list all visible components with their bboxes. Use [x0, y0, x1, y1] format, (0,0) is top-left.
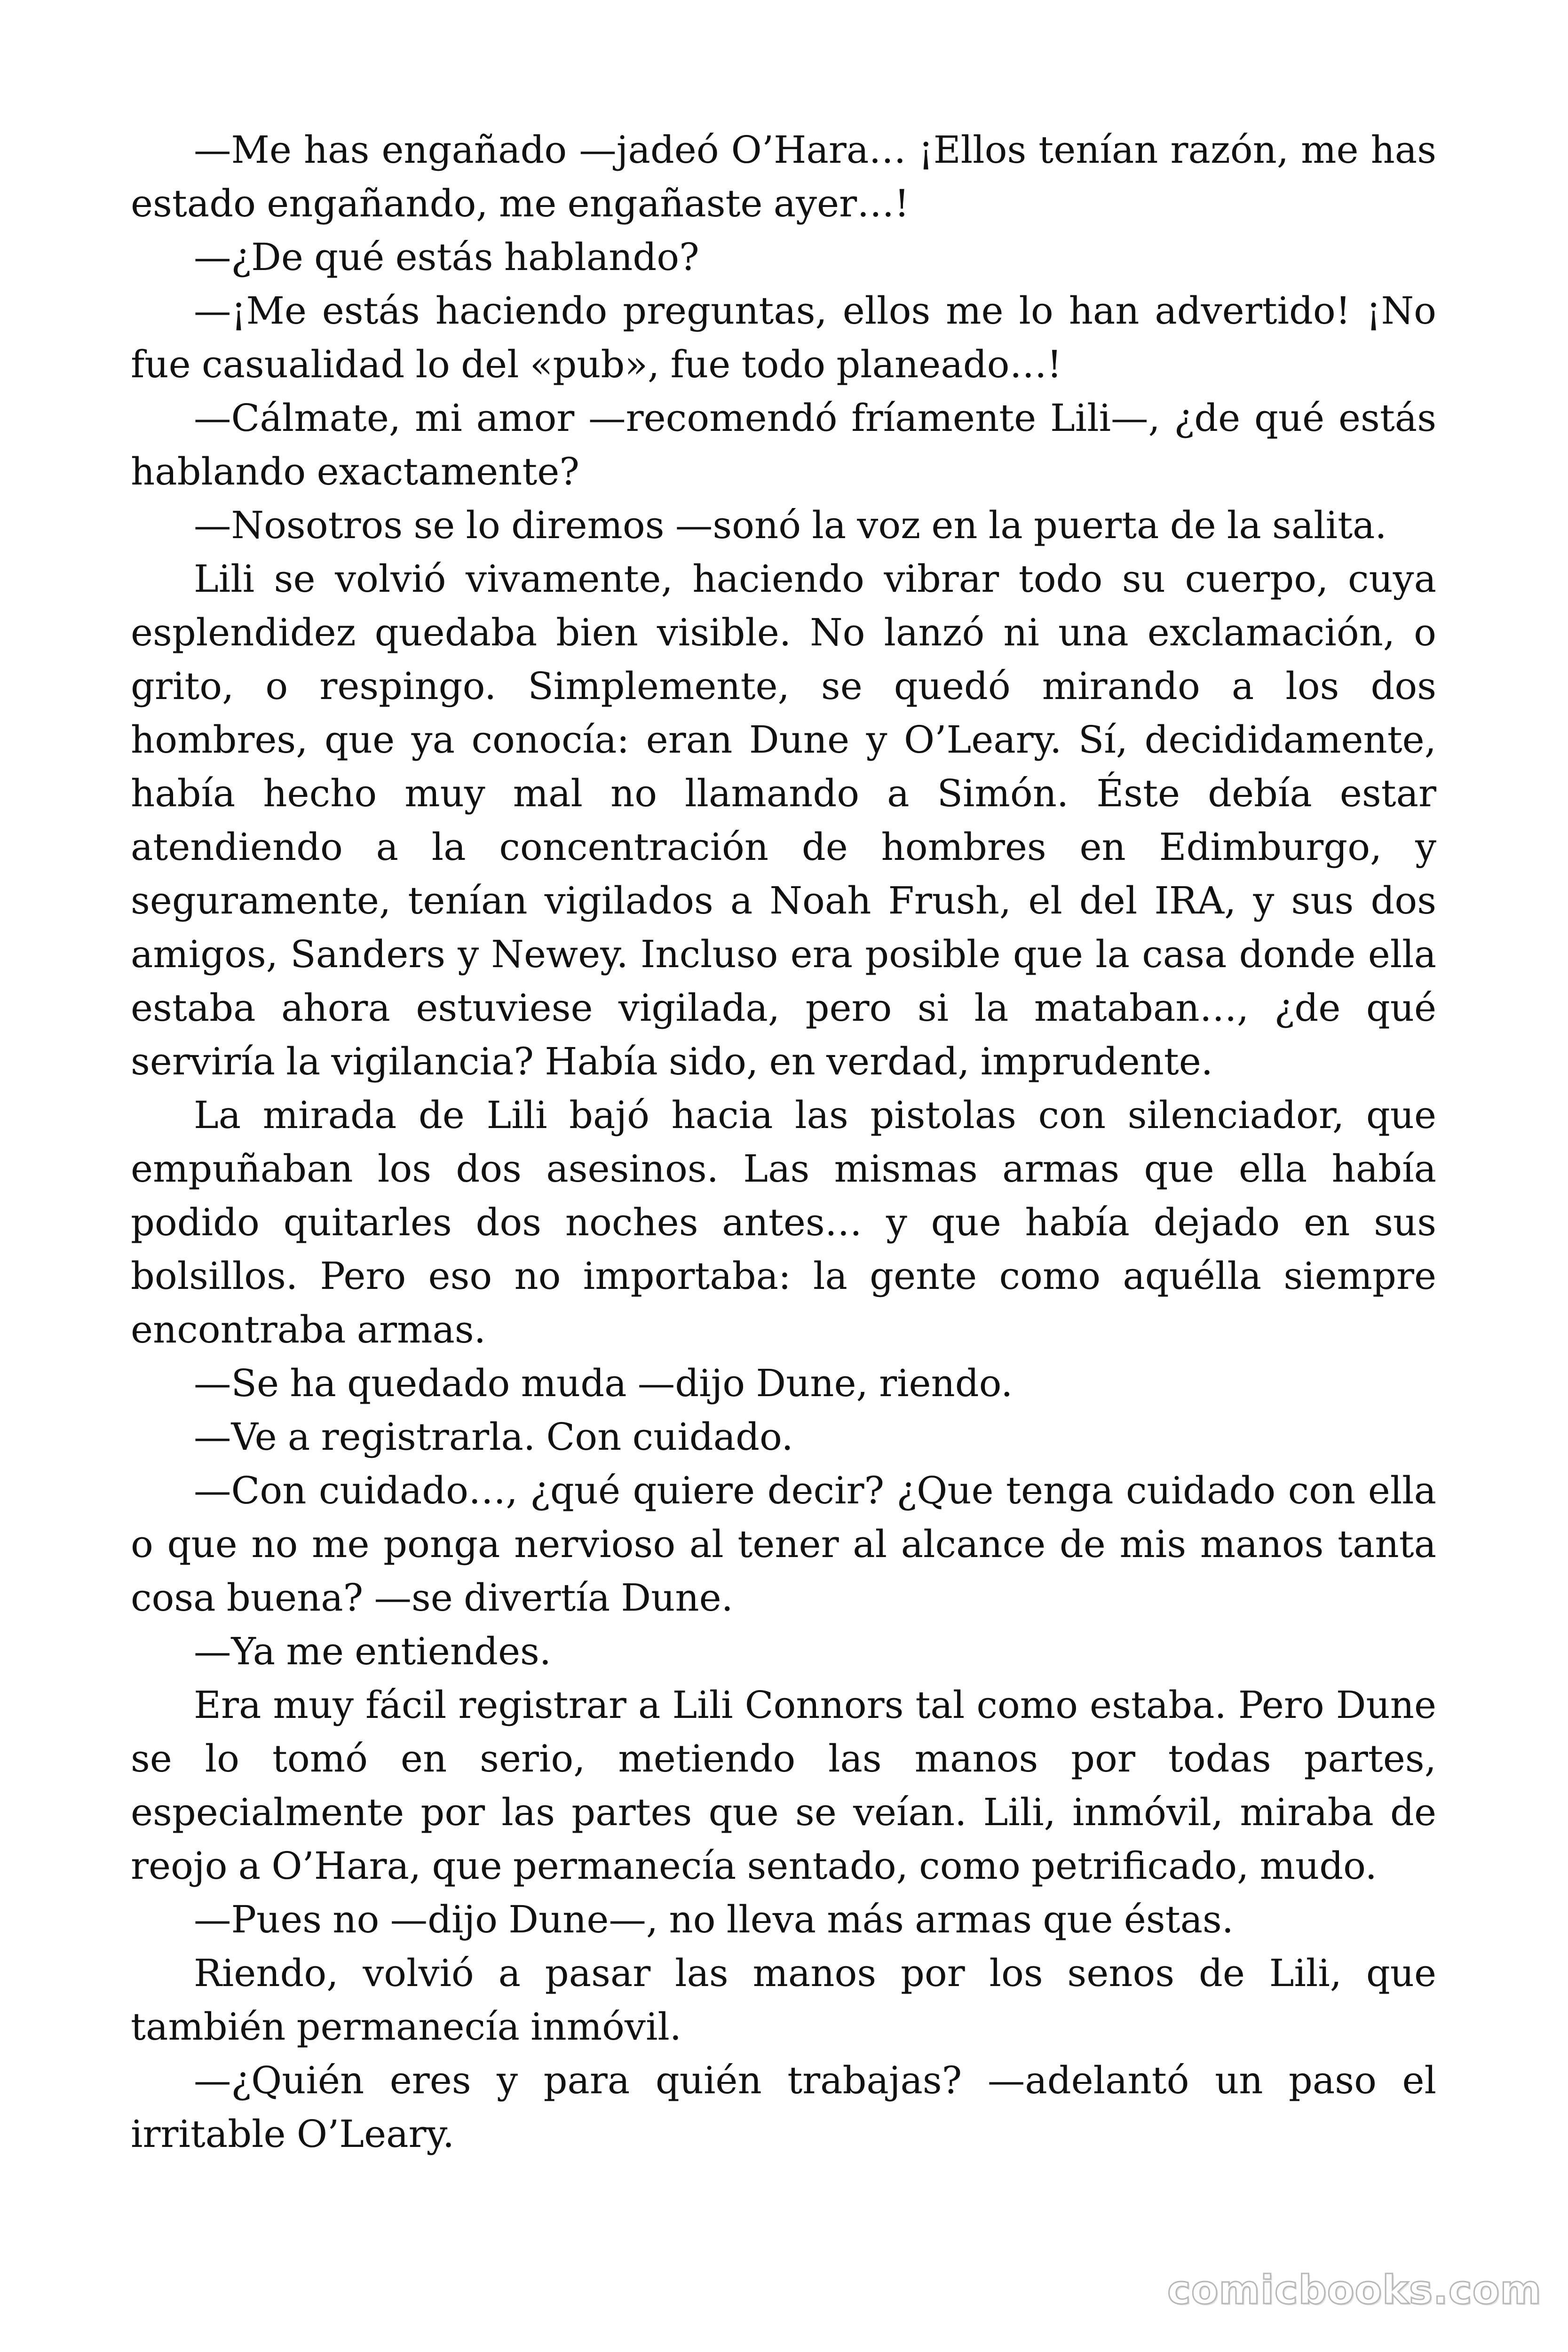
paragraph: Lili se volvió vivamente, haciendo vibrar todo su cuerpo, cuya esplendidez quedaba bien visible. No lanzó ni una exclamación, o grito, o respingo. Simplemente, se quedó mirando a los dos hombres, que ya conocía: eran Dune y O’Leary. Sí, decididamente, había hecho muy mal no llamando a Simón. Éste debía estar atendiendo a la concentración de hombres en Edimburgo, y seguramente, tenían vigilados a Noah Frush, el del IRA, y sus dos amigos, Sanders y Newey. Incluso era posible que la casa donde ella estaba ahora estuviese vigilada, pero si la mataban…, ¿de qué serviría la vigilancia? Había sido, en verdad, imprudente.: [131, 557, 1436, 1083]
paragraph: Era muy fácil registrar a Lili Connors tal como estaba. Pero Dune se lo tomó en serio, metiendo las manos por todas partes, especialmente por las partes que se veían. Lili, inmóvil, miraba de reojo a O’Hara, que permanecía sentado, como petrificado, mudo.: [131, 1683, 1436, 1888]
paragraph: —Me has engañado —jadeó O’Hara… ¡Ellos tenían razón, me has estado engañando, me engañaste ayer…!: [131, 128, 1436, 225]
paragraph: —¡Me estás haciendo preguntas, ellos me lo han advertido! ¡No fue casualidad lo del «pub», fue todo planeado…!: [131, 289, 1436, 386]
paragraph: —Pues no —dijo Dune—, no lleva más armas que éstas.: [194, 1898, 1234, 1941]
paragraph: —Se ha quedado muda —dijo Dune, riendo.: [194, 1361, 1013, 1405]
paragraph: —Ve a registrarla. Con cuidado.: [194, 1415, 793, 1459]
paragraph: —¿Quién eres y para quién trabajas? —adelantó un paso el irritable O’Leary.: [131, 2058, 1436, 2156]
paragraph: Riendo, volvió a pasar las manos por los senos de Lili, que también permanecía inmóvil.: [131, 1951, 1436, 2049]
paragraph: —Con cuidado…, ¿qué quiere decir? ¿Que tenga cuidado con ella o que no me ponga nervioso al tener al alcance de mis manos tanta cosa buena? —se divertía Dune.: [131, 1469, 1436, 1620]
book-page-text: [131, 123, 1436, 2161]
site-watermark: comicbooks.com: [1167, 2267, 1542, 2313]
paragraph: —Nosotros se lo diremos —sonó la voz en la puerta de la salita.: [194, 503, 1387, 547]
paragraph: La mirada de Lili bajó hacia las pistolas con silenciador, que empuñaban los dos asesinos. Las mismas armas que ella había podido quitarles dos noches antes… y que había dejado en sus bolsillos. Pero eso no importaba: la gente como aquélla siempre encontraba armas.: [131, 1093, 1436, 1351]
paragraph: —Cálmate, mi amor —recomendó fríamente Lili—, ¿de qué estás hablando exactamente?: [131, 396, 1436, 493]
paragraph: —Ya me entiendes.: [194, 1629, 552, 1673]
paragraph: —¿De qué estás hablando?: [194, 235, 699, 279]
